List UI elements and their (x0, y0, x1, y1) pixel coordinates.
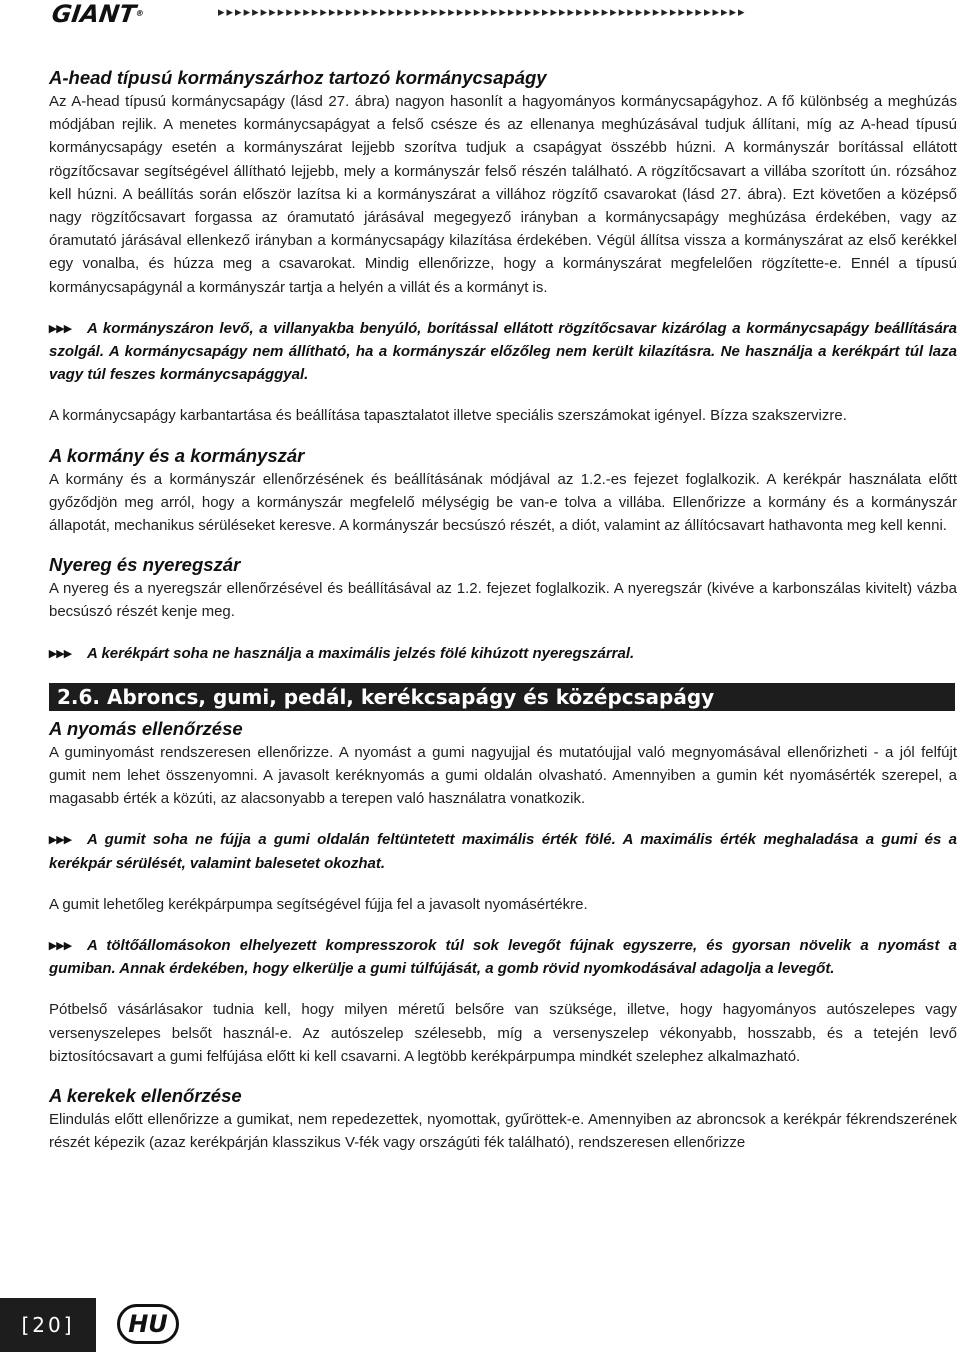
paragraph-pressure: A guminyomást rendszeresen ellenőrizze. A nyomást a gumi nagyujjal és mutatóujjal való megnyomásával ellenőrizheti - a jól felfújt gumit nem lehet összenyomni. A javasolt keréknyomás a gumi oldalán olvasható. Amennyiben a gumin két nyomásérték szerepel, a magasabb érték a közúti, az alacsonyabb a terepen való használatra vonatkozik. (49, 743, 957, 808)
page-number: [20] (0, 1298, 96, 1352)
paragraph-saddle: A nyereg és a nyeregszár ellenőrzésével és beállításával az 1.2. fejezet foglalkozik. A nyeregszár (kivéve a karbonszálas kivitelt) vázba becsúszó részét kenje meg. (49, 580, 957, 621)
warning-text: A gumit soha ne fújja a gumi oldalán feltüntetett maximális érték fölé. A maximális érték meghaladása a gumi és a kerékpár sérülését, valamint balesetet okozhat. (49, 831, 957, 872)
logo-text: GIANT (50, 0, 138, 28)
warning-stem-bolt (49, 317, 957, 387)
warning-arrows-icon: ▸▸▸ (49, 937, 72, 955)
warning-arrows-icon: ▸▸▸ (49, 831, 72, 849)
heading-wheels: A kerekek ellenőrzése (49, 1085, 242, 1107)
paragraph-wheels: Elindulás előtt ellenőrizze a gumikat, nem repedezettek, nyomottak, gyűröttek-e. Amennyiben az abroncsok a kerékpár fékrendszerének részét képezik (azaz kerékpárján klasszikus V-fék vagy országúti fék található), rendszeresen ellenőrizze (49, 1111, 957, 1152)
paragraph-pump: A gumit lehetőleg kerékpárpumpa segítségével fújja fel a javasolt nyomásértékre. (49, 895, 588, 913)
page-footer (0, 1298, 960, 1352)
registered-mark: ® (135, 9, 145, 18)
page-header (0, 0, 960, 30)
warning-text: A töltőállomásokon elhelyezett kompresszorok túl sok levegőt fújnak egyszerre, és gyorsan növelik a nyomást a gumiban. Annak érdekében, hogy elkerülje a gumi túlfújását, a gomb rövid nyomkodásával adagolja a levegőt. (49, 937, 957, 978)
warning-compressor (49, 934, 957, 980)
section-heading-2-6: 2.6. Abroncs, gumi, pedál, kerékcsapágy és középcsapágy (49, 683, 955, 711)
paragraph-inner-tube: Pótbelső vásárlásakor tudnia kell, hogy milyen méretű belsőre van szüksége, illetve, hogy hagyományos autószelepes vagy versenyszelepes belsőt használ-e. Az autószelep szélesebb, míg a versenyszelep vékonyabb, hosszabb, és a tetején levő biztosítócsavart a gumi felfújása előtt ki kell csavarni. A legtöbb kerékpárpumpa mindkét szelephez alkalmazható. (49, 1001, 957, 1065)
paragraph-ahead: Az A-head típusú kormánycsapágy (lásd 27. ábra) nagyon hasonlít a hagyományos kormánycsapágyhoz. A fő különbség a meghúzás módjában rejlik. A menetes kormánycsapágyat a felső csésze és az ellenanya meghúzásával tudjuk állítani, míg az A-head típusú kormánycsapágy esetén a kormányszárat lejjebb szorítva tudjuk a csapágyat összébb húzni. A kormányszár borítással ellátott rögzítőcsavar segítségével állítható lejjebb, mely a kormányszár felső részén található. A rögzítőcsavart a villába szorított ún. rózsához kell húzni. A beállítás során először lazítsa ki a kormányszárat a villához rögzítő csavarokat (lásd 27. ábra). Ezt követően a középső nagy rögzítőcsavart forgassa az óramutató járásával megegyező irányban a kormánycsapágy meghúzása érdekében, vagy az óramutató járásával ellenkező irányban a kormánycsapágy kilazítása érdekében. Végül állítsa vissza a kormányszárat az első kerékkel egy vonalba, és húzza meg a csavarokat. Mindig ellenőrizze, hogy a kormányszárat megfelelően rögzítette-e. Ennél a típusú kormánycsapágynál a kormányszár tartja a helyén a villát és a kormányt is. (49, 93, 957, 296)
language-badge: HU (117, 1304, 179, 1344)
page-content (49, 66, 957, 1155)
warning-text: A kormányszáron levő, a villanyakba benyúló, borítással ellátott rögzítőcsavar kizárólag a kormánycsapágy beállítására szolgál. A kormánycsapágy nem állítható, ha a kormányszár előzőleg nem került kilazításra. Ne használja a kerékpárt túl laza vagy túl feszes kormánycsapággyal. (49, 319, 957, 384)
heading-saddle: Nyereg és nyeregszár (49, 554, 241, 576)
warning-text: A kerékpárt soha ne használja a maximális jelzés fölé kihúzott nyeregszárral. (87, 644, 635, 662)
header-arrow-decoration: ▸▸▸▸▸▸▸▸▸▸▸▸▸▸▸▸▸▸▸▸▸▸▸▸▸▸▸▸▸▸▸▸▸▸▸▸▸▸▸▸▸▸▸▸▸▸▸▸▸▸▸▸▸▸▸▸▸▸▸▸▸▸ (218, 4, 747, 19)
heading-handlebar: A kormány és a kormányszár (49, 444, 305, 466)
warning-arrows-icon: ▸▸▸ (49, 644, 72, 662)
warning-seatpost (49, 642, 957, 665)
heading-pressure: A nyomás ellenőrzése (49, 717, 243, 739)
paragraph-service: A kormánycsapágy karbantartása és beállítása tapasztalatot illetve speciális szerszámokat igényel. Bízza szakszervizre. (49, 407, 847, 425)
heading-ahead: A-head típusú kormányszárhoz tartozó kormánycsapágy (49, 67, 547, 88)
giant-logo (50, 0, 145, 28)
warning-arrows-icon: ▸▸▸ (49, 319, 72, 337)
warning-max-pressure (49, 828, 957, 874)
paragraph-handlebar: A kormány és a kormányszár ellenőrzésének és beállításának módjával az 1.2.-es fejezet foglalkozik. A kerékpár használata előtt győződjön meg arról, hogy a kormányszár megfelelő mélységig be van-e tolva a villába. Ellenőrizze a kormány és a kormányszár állapotát, mechanikus sérüléseket keresve. A kormányszár becsúszó részét, a diót, valamint az állítócsavart hathavonta meg kell kenni. (49, 470, 957, 535)
